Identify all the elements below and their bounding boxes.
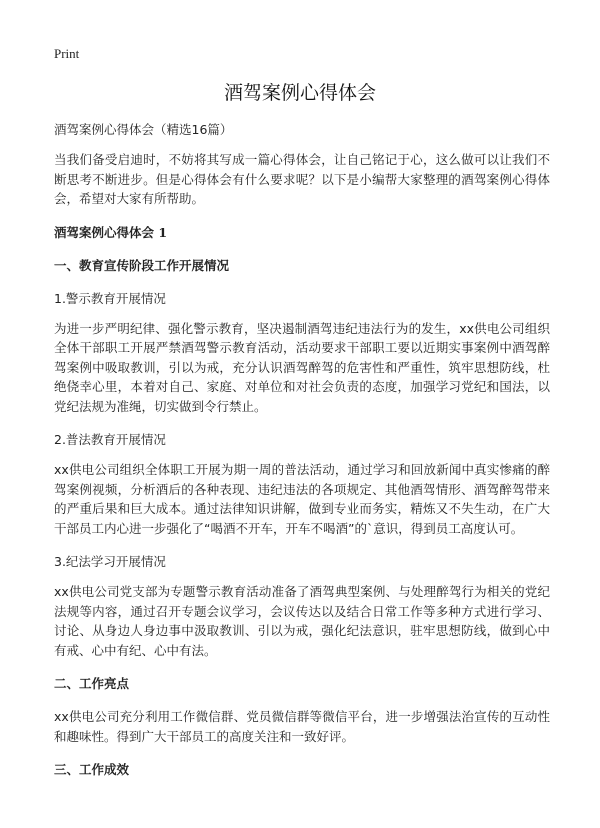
section-heading: 酒驾案例心得体会 1 bbox=[54, 224, 168, 240]
article-subtitle: 酒驾案例心得体会（精选16篇） bbox=[54, 122, 233, 137]
item1-paragraph: 为进一步严明纪律、强化警示教育，坚决遏制酒驾违纪违法行为的发生，xx供电公司组织全体干部职工开展严禁酒驾警示教育活动，活动要求干部职工要以近期实事案例中酒驾醉驾案例中吸取教训，引以为戒，充分认识酒驾醉驾的危害性和严重性，筑牢思想防线，杜绝侥幸心里，本着对自己、家庭、对单位和对社会负责的态度，加强学习党纪和国法，以党纪法规为准绳，切实做到令行禁止。 bbox=[54, 320, 550, 414]
part2-paragraph: xx供电公司充分利用工作微信群、党员微信群等微信平台，进一步增强法治宣传的互动性和趣味性。得到广大干部员工的高度关注和一致好评。 bbox=[54, 709, 550, 744]
print-link[interactable]: Print bbox=[54, 46, 80, 61]
part1-heading: 一、教育宣传阶段工作开展情况 bbox=[54, 257, 230, 273]
item3-paragraph: xx供电公司党支部为专题警示教育活动准备了酒驾典型案例、与处理醉驾行为相关的党纪法规等内容，通过召开专题会议学习，会议传达以及结合日常工作等多种方式进行学习、讨论、从身边人身边事中汲取教训、引以为戒，强化纪法意识，驻牢思想防线，做到心中有戒、心中有纪、心中有法。 bbox=[54, 584, 550, 658]
page-title: 酒驾案例心得体会 bbox=[223, 82, 376, 104]
intro-paragraph: 当我们备受启迪时，不妨将其写成一篇心得体会，让自己铭记于心，这么做可以让我们不断思考不断进步。但是心得体会有什么要求呢？以下是小编帮大家整理的酒驾案例心得体会，希望对大家有所帮助。 bbox=[54, 152, 550, 206]
item3-heading: 3.纪法学习开展情况 bbox=[54, 554, 166, 569]
part3-heading: 三、工作成效 bbox=[54, 762, 130, 777]
part2-heading: 二、工作亮点 bbox=[54, 676, 130, 691]
item2-paragraph: xx供电公司组织全体职工开展为期一周的普法活动，通过学习和回放新闻中真实惨痛的醉驾案例视频，分析酒后的各种表现、违纪违法的各项规定、其他酒驾情形、酒驾醉驾带来的严重后果和巨大成本。通过法律知识讲解，做到专业而务实，精炼又不失生动，在广大干部员工内心进一步强化了“喝酒不开车，开车不喝酒”的`意识，得到员工高度认可。 bbox=[54, 462, 550, 536]
item2-heading: 2.普法教育开展情况 bbox=[54, 432, 166, 447]
item1-heading: 1.警示教育开展情况 bbox=[54, 290, 166, 306]
article-body bbox=[54, 120, 550, 793]
